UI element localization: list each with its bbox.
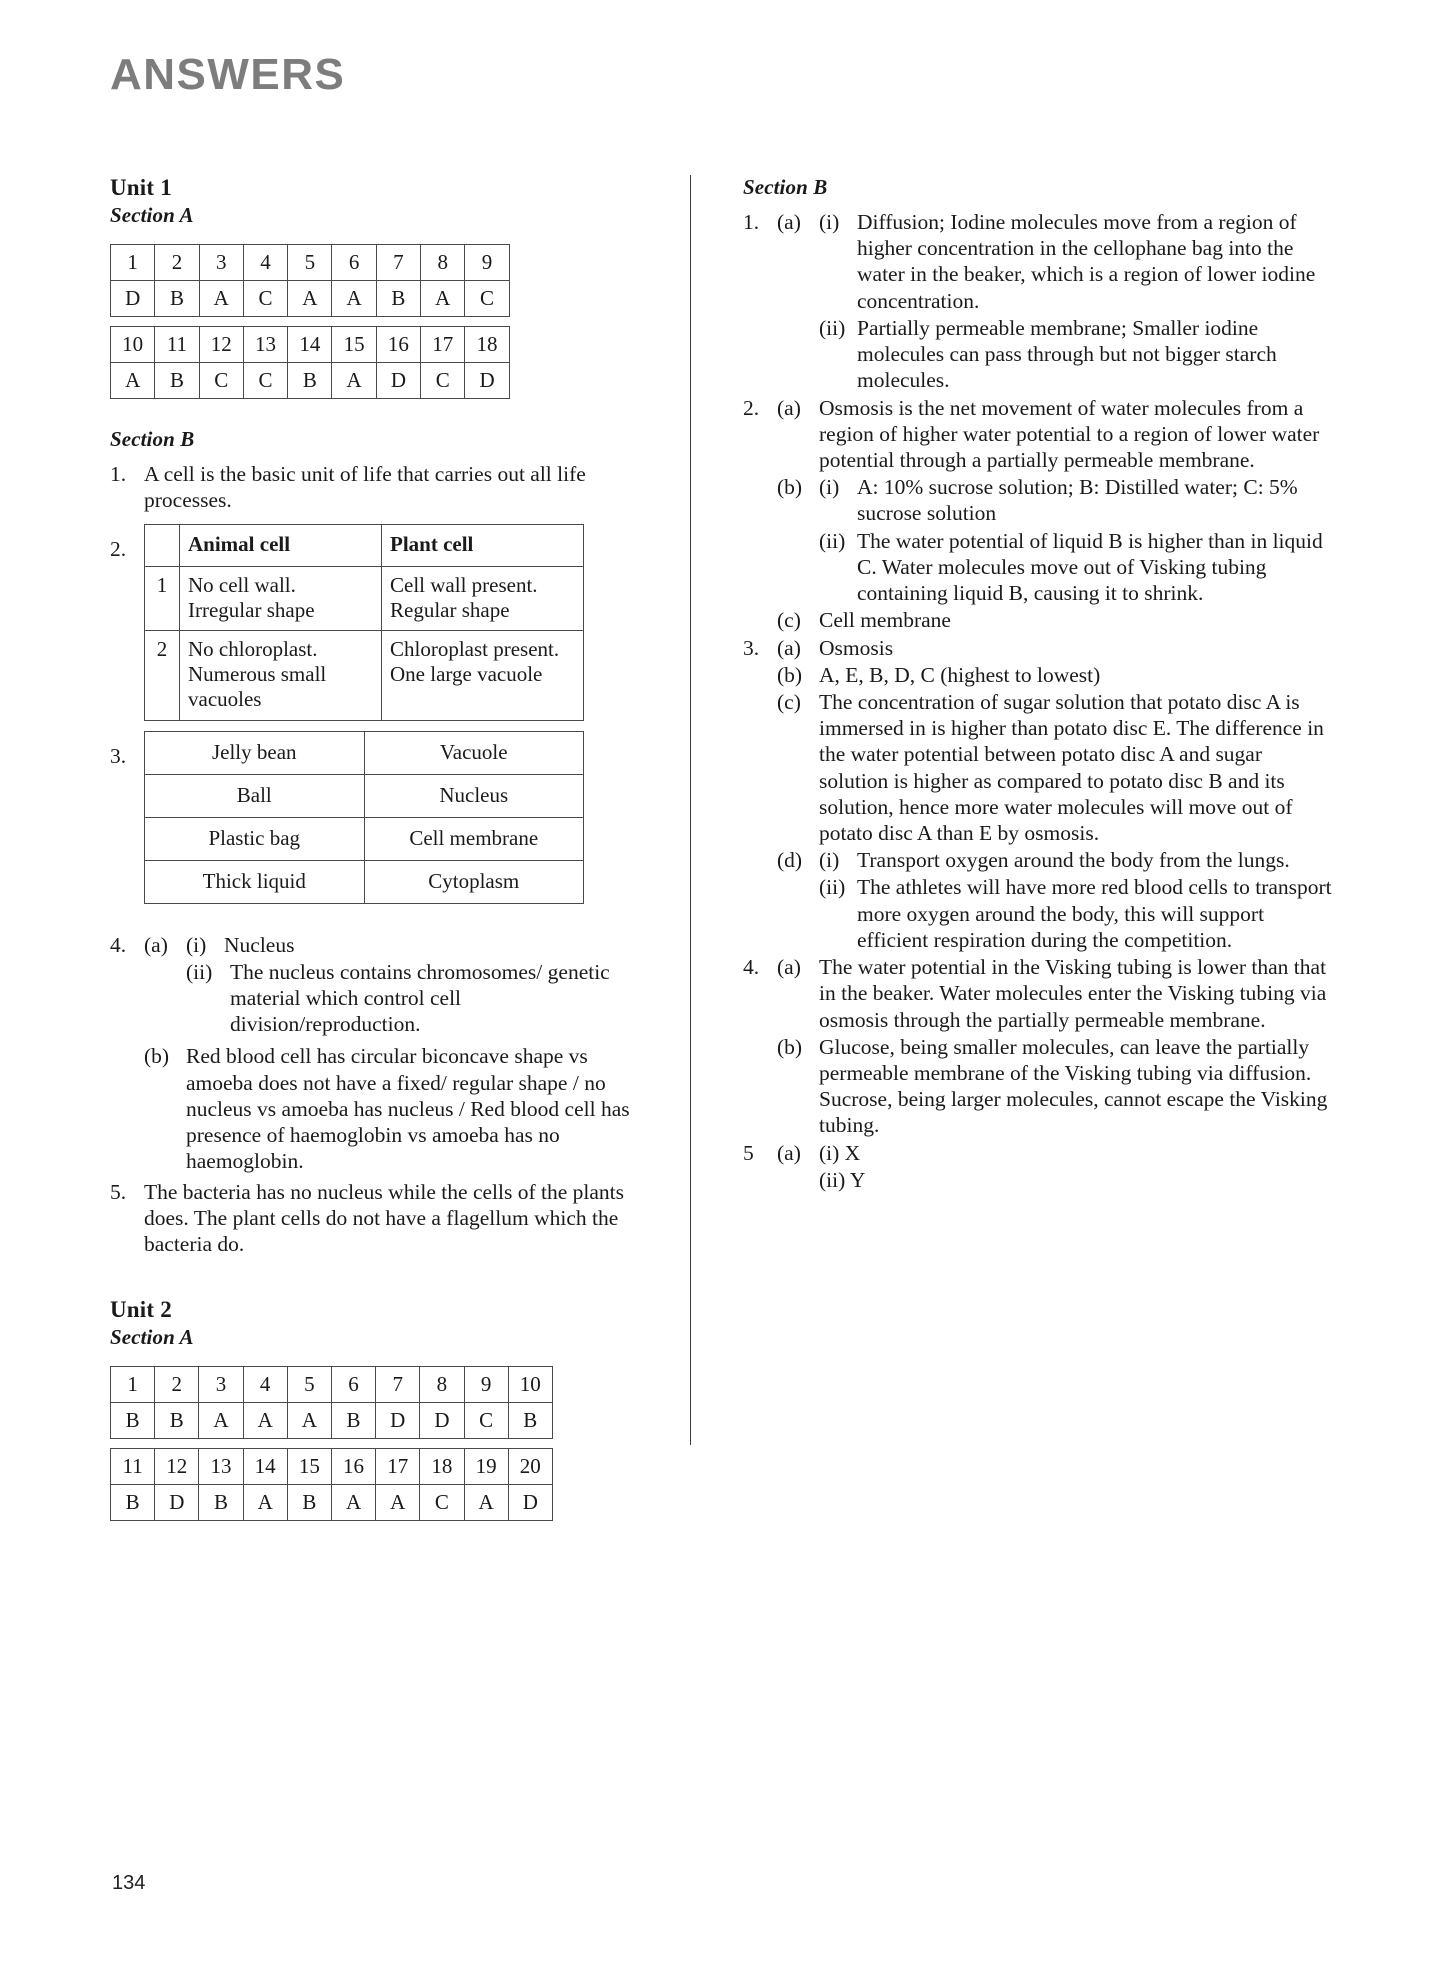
mcq-number: 3 bbox=[199, 1367, 243, 1403]
item-sublabel bbox=[777, 1167, 819, 1193]
mcq-answer: A bbox=[332, 363, 376, 399]
col-header-animal-cell: Animal cell bbox=[180, 525, 382, 566]
mcq-answer: B bbox=[111, 1403, 155, 1439]
item-number bbox=[743, 689, 777, 846]
item-text: The concentration of sugar solution that potato disc A is immersed in is higher than potato disc E. The difference in the water potential between potato disc A and sugar solution is higher as compared to potato disc B and its solution, hence more water molecules will move out of potato disc A than E by osmosis. bbox=[819, 689, 1324, 846]
item-text: The water potential of liquid B is higher than in liquid C. Water molecules move out of Visking tubing containing liquid B, causing it to shrink. bbox=[857, 528, 1323, 606]
mcq-answer: B bbox=[155, 1403, 199, 1439]
mcq-number: 15 bbox=[287, 1449, 331, 1485]
mcq-answer: A bbox=[332, 281, 376, 317]
mcq-number: 1 bbox=[111, 1367, 155, 1403]
mcq-answer: D bbox=[155, 1485, 199, 1521]
right-answer-item bbox=[743, 874, 1335, 953]
right-answer-item bbox=[743, 1034, 1335, 1139]
unit-1-answer-3 bbox=[110, 729, 650, 904]
item-number: 4. bbox=[743, 955, 760, 980]
item-romanlabel: (ii) bbox=[819, 528, 846, 553]
table-row bbox=[145, 774, 584, 817]
item-number: 3. bbox=[743, 635, 760, 660]
table-row bbox=[145, 731, 584, 774]
mcq-number: 17 bbox=[421, 327, 465, 363]
right-answer-item bbox=[743, 689, 1335, 846]
table-row bbox=[111, 281, 510, 317]
item-text: (i) X bbox=[819, 1140, 861, 1165]
item-number: 1. bbox=[743, 210, 760, 234]
table-row bbox=[111, 1367, 553, 1403]
animal-plant-cell-table bbox=[144, 524, 584, 720]
unit-2-heading: Unit 2 bbox=[110, 1297, 172, 1323]
match-left: Jelly bean bbox=[145, 731, 365, 774]
mcq-answer: B bbox=[288, 363, 332, 399]
mcq-number: 1 bbox=[111, 245, 155, 281]
item-romanlabel: (i) bbox=[819, 848, 840, 873]
mcq-number: 7 bbox=[376, 1367, 420, 1403]
item-text: Glucose, being smaller molecules, can leave the partially permeable membrane of the Visking tubing via diffusion. Sucrose, being larger molecules, cannot escape the Visking tubing. bbox=[819, 1034, 1328, 1138]
mcq-number: 17 bbox=[376, 1449, 420, 1485]
item-text: A: 10% sucrose solution; B: Distilled water; C: 5% sucrose solution bbox=[857, 475, 1298, 526]
item-sublabel bbox=[777, 315, 819, 394]
item-number bbox=[743, 847, 777, 873]
mcq-answer: A bbox=[199, 1403, 243, 1439]
item-number bbox=[743, 1034, 777, 1139]
mcq-number: 12 bbox=[155, 1449, 199, 1485]
mcq-answer: C bbox=[421, 363, 465, 399]
right-answer-item bbox=[743, 607, 1335, 633]
mcq-number: 14 bbox=[288, 327, 332, 363]
mcq-answer: C bbox=[464, 1403, 508, 1439]
mcq-answer: A bbox=[331, 1485, 375, 1521]
mcq-number: 8 bbox=[420, 1367, 464, 1403]
item-text: The bacteria has no nucleus while the cells of the plants does. The plant cells do not have a flagellum which the bacteria do. bbox=[144, 1179, 625, 1256]
item-romanlabel: (ii) bbox=[819, 315, 846, 340]
item-number bbox=[743, 315, 777, 394]
item-text: Diffusion; Iodine molecules move from a region of higher concentration in the cellophane bag into the water in the beaker, which is a region of lower iodine concentration. bbox=[857, 210, 1316, 313]
mcq-number: 13 bbox=[199, 1449, 243, 1485]
item-sublabel: (b) bbox=[777, 1034, 803, 1059]
mcq-number: 11 bbox=[111, 1449, 155, 1485]
item-number bbox=[743, 528, 777, 607]
item-number bbox=[743, 474, 777, 526]
mcq-answer: B bbox=[155, 281, 199, 317]
right-answer-item bbox=[743, 954, 1335, 1033]
mcq-number: 16 bbox=[331, 1449, 375, 1485]
mcq-number: 15 bbox=[332, 327, 376, 363]
mcq-answer: A bbox=[376, 1485, 420, 1521]
unit-1-heading: Unit 1 bbox=[110, 175, 172, 200]
mcq-number: 13 bbox=[243, 327, 287, 363]
right-section-b-label: Section B bbox=[743, 175, 828, 199]
unit-1-section-b-label: Section B bbox=[110, 427, 195, 451]
col-header-plant-cell: Plant cell bbox=[382, 525, 584, 566]
cell-animal: No chloroplast. Numerous small vacuoles bbox=[180, 631, 382, 721]
item-sublabel: (c) bbox=[777, 608, 801, 633]
right-answer-item bbox=[743, 1140, 1335, 1166]
mcq-answer: B bbox=[111, 1485, 155, 1521]
item-text: Osmosis bbox=[819, 635, 894, 660]
mcq-number: 4 bbox=[243, 245, 287, 281]
mcq-answer: B bbox=[508, 1403, 552, 1439]
mcq-answer: D bbox=[508, 1485, 552, 1521]
item-sublabel: (a) bbox=[777, 955, 801, 980]
item-sublabel: (a) bbox=[777, 635, 801, 660]
item-sublabel: (a) bbox=[144, 932, 168, 957]
item-sublabel bbox=[777, 528, 819, 607]
cell-plant: Cell wall present. Regular shape bbox=[382, 566, 584, 630]
right-answer-item bbox=[743, 528, 1335, 607]
item-romanlabel: (i) bbox=[819, 210, 840, 234]
mcq-answer: D bbox=[465, 363, 509, 399]
unit-2-mcq-table-11-20 bbox=[110, 1448, 553, 1521]
mcq-answer: A bbox=[287, 1403, 331, 1439]
mcq-answer: C bbox=[465, 281, 509, 317]
item-number: 5. bbox=[110, 1179, 127, 1204]
table-row bbox=[145, 631, 584, 721]
mcq-answer: A bbox=[199, 281, 243, 317]
row-index: 2 bbox=[145, 631, 180, 721]
match-right: Cell membrane bbox=[364, 817, 584, 860]
item-number: 2. bbox=[110, 537, 127, 562]
mcq-number: 4 bbox=[243, 1367, 287, 1403]
right-answer-item bbox=[743, 474, 1335, 526]
page-number: 134 bbox=[112, 1872, 146, 1894]
two-column-body bbox=[110, 175, 1335, 1521]
mcq-answer: A bbox=[243, 1485, 287, 1521]
mcq-number: 19 bbox=[464, 1449, 508, 1485]
table-row bbox=[111, 327, 510, 363]
cell-plant: Chloroplast present. One large vacuole bbox=[382, 631, 584, 721]
mcq-number: 3 bbox=[199, 245, 243, 281]
unit-1-answer-2 bbox=[110, 522, 650, 720]
item-sublabel-spacer bbox=[144, 959, 186, 1038]
mcq-number: 2 bbox=[155, 245, 199, 281]
right-answer-item bbox=[743, 1167, 1335, 1193]
unit-1-answer-4b bbox=[110, 1043, 650, 1174]
mcq-number: 8 bbox=[421, 245, 465, 281]
mcq-answer: A bbox=[288, 281, 332, 317]
mcq-number: 16 bbox=[376, 327, 420, 363]
item-sublabel: (b) bbox=[777, 662, 803, 687]
item-romanlabel: (i) bbox=[186, 932, 207, 957]
item-number-spacer bbox=[110, 959, 144, 1038]
mcq-answer: D bbox=[376, 1403, 420, 1439]
col-header-index bbox=[145, 525, 180, 566]
mcq-number: 5 bbox=[288, 245, 332, 281]
mcq-number: 10 bbox=[508, 1367, 552, 1403]
right-answer-item bbox=[743, 635, 1335, 661]
mcq-number: 10 bbox=[111, 327, 155, 363]
item-sublabel bbox=[777, 874, 819, 953]
mcq-answer: A bbox=[111, 363, 155, 399]
mcq-number: 18 bbox=[420, 1449, 464, 1485]
item-text: The nucleus contains chromosomes/ genetic material which control cell division/reproduction. bbox=[230, 959, 610, 1037]
item-text: Red blood cell has circular biconcave shape vs amoeba does not have a fixed/ regular shape / no nucleus vs amoeba has nucleus / Red blood cell has presence of haemoglobin vs amoeba has no haemoglobin. bbox=[186, 1044, 630, 1174]
table-row bbox=[145, 817, 584, 860]
unit-1-section-a-label: Section A bbox=[110, 203, 194, 227]
item-text: Nucleus bbox=[224, 932, 295, 957]
mcq-answer: A bbox=[464, 1485, 508, 1521]
unit-2-mcq-table-1-10 bbox=[110, 1366, 553, 1439]
table-row bbox=[111, 1449, 553, 1485]
mcq-answer: B bbox=[376, 281, 420, 317]
mcq-answer: A bbox=[243, 1403, 287, 1439]
mcq-answer: C bbox=[243, 281, 287, 317]
item-sublabel: (c) bbox=[777, 689, 801, 714]
item-number bbox=[743, 607, 777, 633]
item-sublabel: (a) bbox=[777, 210, 801, 234]
item-text: A cell is the basic unit of life that carries out all life processes. bbox=[144, 462, 586, 513]
mcq-answer: B bbox=[155, 363, 199, 399]
mcq-number: 14 bbox=[243, 1449, 287, 1485]
item-text: (ii) Y bbox=[819, 1167, 866, 1192]
item-number bbox=[743, 874, 777, 953]
table-row bbox=[145, 566, 584, 630]
mcq-answer: D bbox=[420, 1403, 464, 1439]
item-romanlabel: (ii) bbox=[819, 875, 846, 900]
item-number: 3. bbox=[110, 743, 127, 768]
table-row bbox=[145, 860, 584, 903]
match-left: Thick liquid bbox=[145, 860, 365, 903]
left-column bbox=[110, 175, 690, 1521]
match-right: Cytoplasm bbox=[364, 860, 584, 903]
page-title: ANSWERS bbox=[110, 50, 346, 99]
table-row bbox=[111, 1403, 553, 1439]
mcq-answer: B bbox=[199, 1485, 243, 1521]
mcq-number: 18 bbox=[465, 327, 509, 363]
cell-animal: No cell wall. Irregular shape bbox=[180, 566, 382, 630]
table-row bbox=[111, 363, 510, 399]
item-sublabel: (b) bbox=[144, 1044, 170, 1069]
unit-1-answer-4a-i bbox=[110, 932, 650, 958]
mcq-number: 7 bbox=[376, 245, 420, 281]
right-answer-item bbox=[743, 209, 1335, 314]
mcq-number: 6 bbox=[331, 1367, 375, 1403]
match-right: Vacuole bbox=[364, 731, 584, 774]
item-text: Osmosis is the net movement of water molecules from a region of higher water potential to a region of lower water potential through a partially permeable membrane. bbox=[819, 395, 1320, 472]
match-right: Nucleus bbox=[364, 774, 584, 817]
mcq-number: 9 bbox=[465, 245, 509, 281]
item-number: 2. bbox=[743, 395, 760, 420]
item-number bbox=[743, 662, 777, 688]
mcq-answer: C bbox=[243, 363, 287, 399]
table-row bbox=[111, 1485, 553, 1521]
mcq-number: 11 bbox=[155, 327, 199, 363]
item-text: Partially permeable membrane; Smaller iodine molecules can pass through but not bigger starch molecules. bbox=[857, 315, 1277, 393]
unit-1-mcq-table-10-18 bbox=[110, 326, 510, 399]
row-index: 1 bbox=[145, 566, 180, 630]
item-romanlabel: (ii) bbox=[186, 959, 213, 984]
mcq-answer: B bbox=[287, 1485, 331, 1521]
mcq-number: 2 bbox=[155, 1367, 199, 1403]
mcq-number: 20 bbox=[508, 1449, 552, 1485]
cell-model-matching-table bbox=[144, 731, 584, 904]
item-number bbox=[743, 1167, 777, 1193]
right-answer-item bbox=[743, 847, 1335, 873]
item-sublabel: (a) bbox=[777, 395, 801, 420]
mcq-number: 12 bbox=[199, 327, 243, 363]
unit-2-section-a-label: Section A bbox=[110, 1325, 194, 1350]
unit-1-answer-5 bbox=[110, 1179, 650, 1258]
item-sublabel: (a) bbox=[777, 1140, 801, 1165]
item-sublabel: (b) bbox=[777, 475, 803, 500]
item-sublabel: (d) bbox=[777, 848, 803, 873]
mcq-answer: D bbox=[111, 281, 155, 317]
mcq-answer: B bbox=[331, 1403, 375, 1439]
right-answer-item bbox=[743, 395, 1335, 474]
item-text: A, E, B, D, C (highest to lowest) bbox=[819, 662, 1101, 687]
item-text: Cell membrane bbox=[819, 608, 951, 633]
mcq-number: 5 bbox=[287, 1367, 331, 1403]
item-text: The athletes will have more red blood cells to transport more oxygen around the body, this will support efficient respiration during the competition. bbox=[857, 875, 1332, 952]
match-left: Plastic bag bbox=[145, 817, 365, 860]
mcq-answer: C bbox=[420, 1485, 464, 1521]
unit-1-answer-1 bbox=[110, 461, 650, 513]
table-header-row bbox=[145, 525, 584, 566]
unit-1-answer-4a-ii bbox=[110, 959, 650, 1038]
item-number-spacer bbox=[110, 1043, 144, 1174]
mcq-answer: C bbox=[199, 363, 243, 399]
mcq-number: 6 bbox=[332, 245, 376, 281]
mcq-answer: A bbox=[421, 281, 465, 317]
item-number: 1. bbox=[110, 462, 127, 486]
mcq-answer: D bbox=[376, 363, 420, 399]
item-text: The water potential in the Visking tubing is lower than that in the beaker. Water molecules enter the Visking tubing via osmosis through the partially permeable membrane. bbox=[819, 955, 1327, 1032]
match-left: Ball bbox=[145, 774, 365, 817]
right-answer-item bbox=[743, 662, 1335, 688]
item-text: Transport oxygen around the body from the lungs. bbox=[857, 848, 1290, 873]
right-column bbox=[691, 175, 1335, 1521]
table-row bbox=[111, 245, 510, 281]
item-number: 4. bbox=[110, 932, 127, 957]
item-romanlabel: (i) bbox=[819, 475, 840, 500]
item-number: 5 bbox=[743, 1140, 754, 1165]
mcq-number: 9 bbox=[464, 1367, 508, 1403]
unit-1-mcq-table-1-9 bbox=[110, 244, 510, 317]
right-answer-item bbox=[743, 315, 1335, 394]
